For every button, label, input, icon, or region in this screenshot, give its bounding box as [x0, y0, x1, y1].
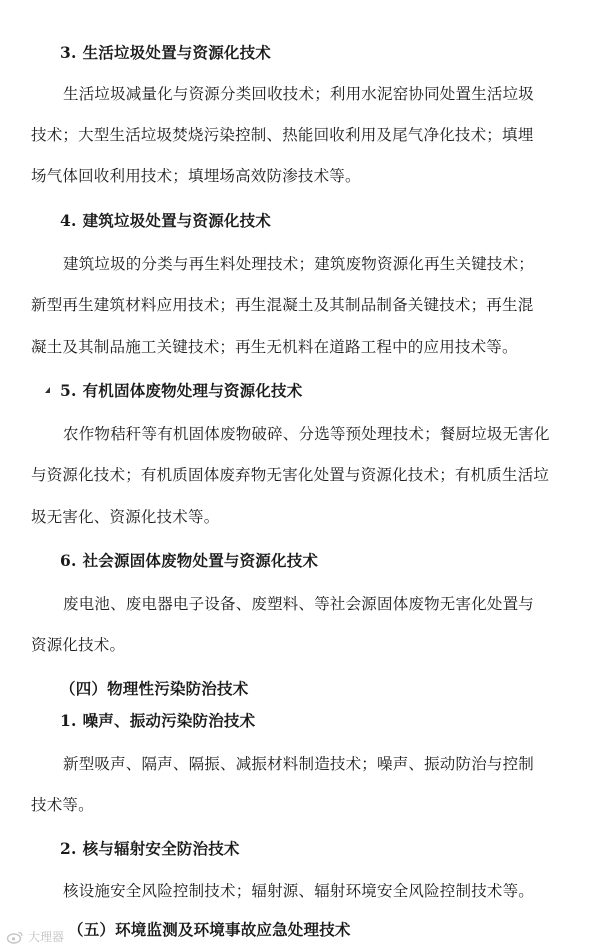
watermark-text: 大理器	[28, 930, 65, 944]
section-number: 6.	[60, 551, 77, 570]
paragraph-line: 资源化技术。	[31, 636, 126, 654]
paragraph-line: 场气体回收利用技术；填埋场高效防渗技术等。	[31, 167, 361, 185]
paragraph-line: 技术；大型生活垃圾焚烧污染控制、热能回收利用及尾气净化技术；填埋	[31, 126, 534, 144]
item-title: 噪声、振动污染防治技术	[82, 712, 256, 730]
item-heading	[60, 839, 240, 859]
section-title: 社会源固体废物处置与资源化技术	[82, 552, 319, 570]
section-title: 建筑垃圾处置与资源化技术	[82, 212, 271, 230]
paragraph-line: 凝土及其制品施工关键技术；再生无机料在道路工程中的应用技术等。	[31, 338, 518, 356]
part-heading: （五）环境监测及环境事故应急处理技术	[68, 921, 351, 939]
part-heading: （四）物理性污染防治技术	[60, 680, 249, 698]
watermark	[6, 928, 64, 945]
item-number: 1.	[60, 711, 77, 730]
section-title: 生活垃圾处置与资源化技术	[82, 44, 271, 62]
section-title: 有机固体废物处理与资源化技术	[82, 382, 303, 400]
paragraph-line: 核设施安全风险控制技术；辐射源、辐射环境安全风险控制技术等。	[63, 882, 535, 900]
section-number: 4.	[60, 211, 77, 230]
paragraph-line: 建筑垃圾的分类与再生料处理技术；建筑废物资源化再生关键技术；	[63, 255, 535, 273]
paragraph-line: 圾无害化、资源化技术等。	[31, 508, 220, 526]
collapse-triangle-icon[interactable]	[45, 387, 50, 393]
item-title: 核与辐射安全防治技术	[82, 840, 240, 858]
paragraph-line: 新型吸声、隔声、隔振、减振材料制造技术；噪声、振动防治与控制	[63, 755, 535, 773]
section-heading	[60, 211, 271, 231]
section-number: 3.	[60, 43, 77, 62]
paragraph-line: 技术等。	[31, 796, 94, 814]
paragraph-line: 与资源化技术；有机质固体废弃物无害化处置与资源化技术；有机质生活垃	[31, 466, 550, 484]
weibo-logo-icon	[6, 930, 24, 944]
section-heading	[60, 551, 318, 571]
section-heading	[60, 381, 302, 401]
item-number: 2.	[60, 839, 77, 858]
item-heading	[60, 711, 255, 731]
section-number: 5.	[60, 381, 77, 400]
paragraph-line: 生活垃圾减量化与资源分类回收技术；利用水泥窑协同处置生活垃圾	[63, 85, 535, 103]
paragraph-line: 新型再生建筑材料应用技术；再生混凝土及其制品制备关键技术；再生混	[31, 296, 534, 314]
paragraph-line: 农作物秸秆等有机固体废物破碎、分选等预处理技术；餐厨垃圾无害化	[63, 425, 550, 443]
section-heading	[60, 43, 271, 63]
paragraph-line: 废电池、废电器电子设备、废塑料、等社会源固体废物无害化处置与	[63, 595, 535, 613]
